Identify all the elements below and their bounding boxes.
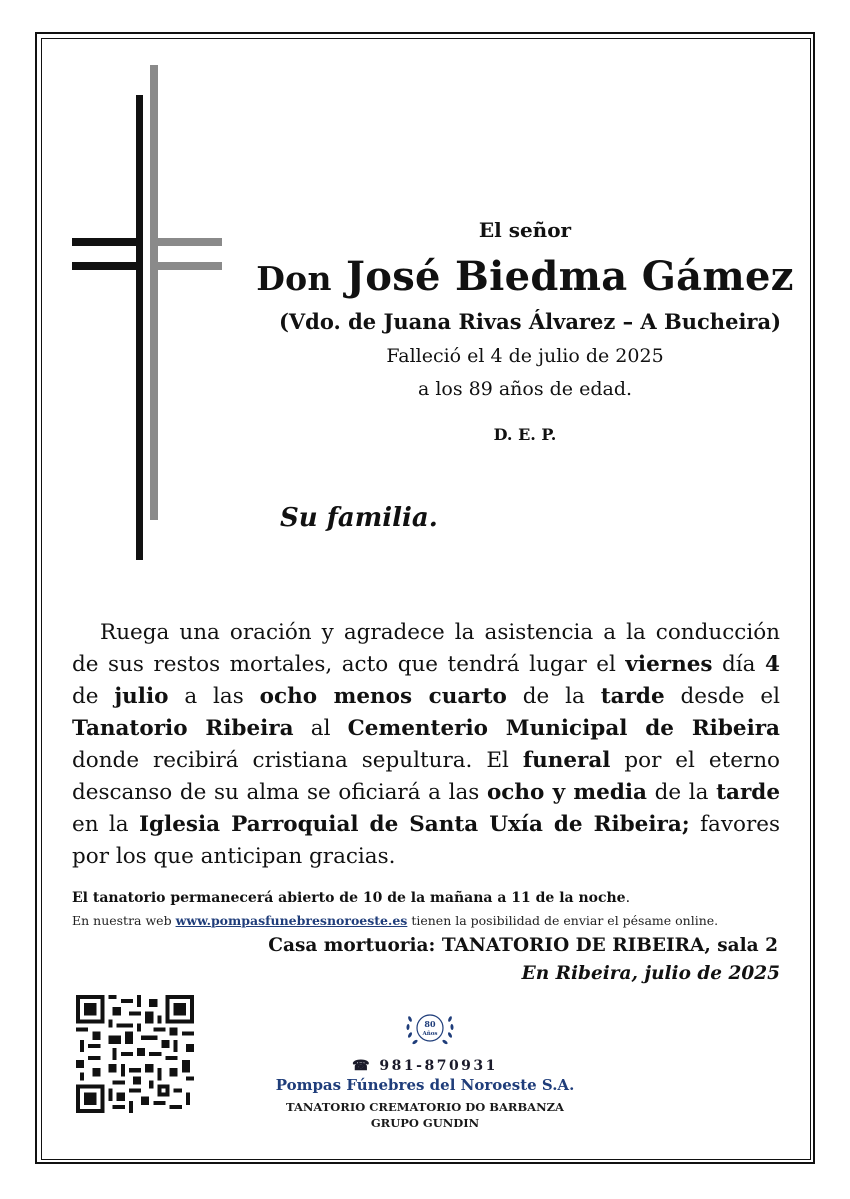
web-notice: En nuestra web www.pompasfunebresnoroeste.es tienen la posibilidad de enviar el pésame online. [72,913,719,928]
ceremony-paragraph: Ruega una oración y agradece la asistencia a la conducción de sus restos mortales, acto que tendrá lugar el viernes día 4 de julio a las ocho menos cuarto de la tarde desde el Tanatorio Ribeira al Cementerio Municipal de Ribeira donde recibirá cristiana sepultura. El funeral por el eterno descanso de su alma se oficiará a las ocho y media de la tarde en la Iglesia Parroquial de Santa Uxía de Ribeira; favores por los que anticipan gracias. [72,620,780,869]
family-signature: Su familia. [280,503,438,533]
intro-line: El señor [478,218,572,242]
website-link[interactable]: www.pompasfunebresnoroeste.es [175,913,408,928]
rip-line: D. E. P. [493,425,557,444]
logo-word: Años [422,1031,438,1037]
phone-number: ☎ 981-870931 [352,1058,498,1074]
funeral-home: Casa mortuoria: TANATORIO DE RIBEIRA, sala 2 [268,935,778,956]
deceased-fullname: José Biedma Gámez [346,253,794,300]
company-name: Pompas Fúnebres del Noroeste S.A. [275,1076,575,1094]
logo-number: 80 [424,1019,436,1029]
qr-code-icon[interactable] [76,995,194,1113]
death-date: Falleció el 4 de julio de 2025 [386,345,664,367]
phone-icon: ☎ [352,1058,373,1074]
anniversary-logo-icon [402,1005,458,1055]
name-prefix: Don [256,259,332,298]
widow-line: (Vdo. de Juana Rivas Álvarez – A Bucheira) [278,309,782,334]
crematorium-name: TANATORIO CREMATORIO DO BARBANZA [286,1100,564,1114]
group-name: GRUPO GUNDIN [370,1116,480,1130]
deceased-name [230,253,820,300]
opening-hours: El tanatorio permanecerá abierto de 10 de la mañana a 11 de la noche. [72,890,631,906]
place-date: En Ribeira, julio de 2025 [521,963,780,984]
age-line: a los 89 años de edad. [417,378,633,400]
